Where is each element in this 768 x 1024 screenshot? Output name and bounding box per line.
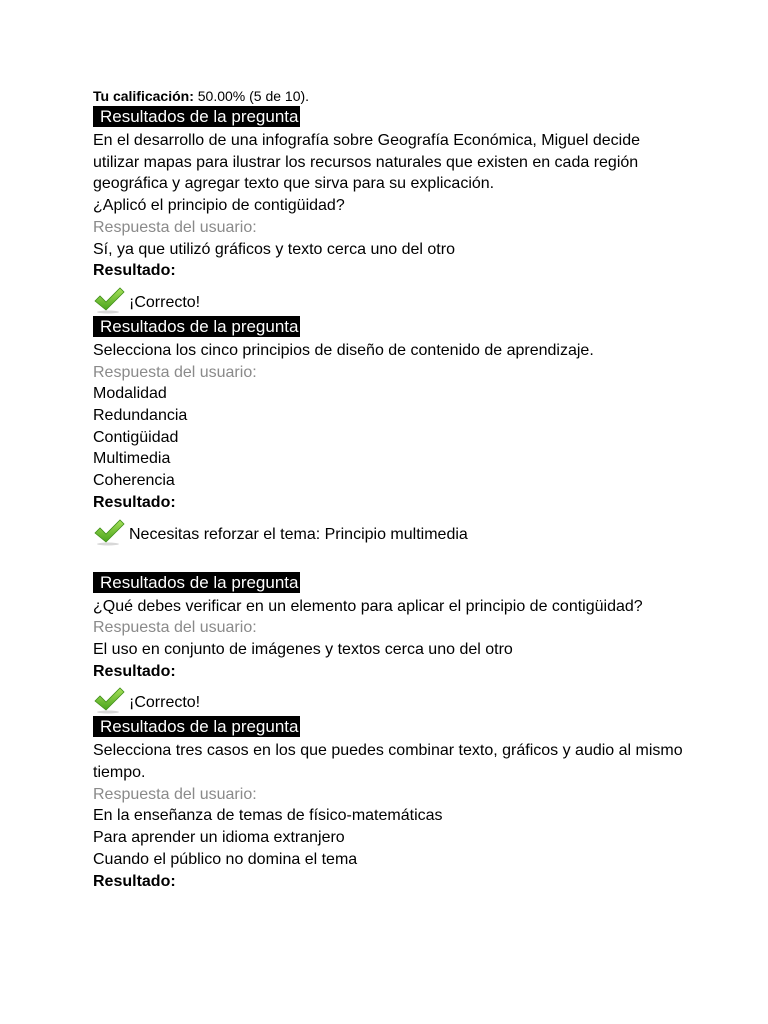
question-header: Resultados de la pregunta xyxy=(93,572,300,593)
question-section-3 xyxy=(93,572,683,715)
user-answer-label: Respuesta del usuario: xyxy=(93,619,257,637)
grade-label: Tu calificación: xyxy=(93,88,194,104)
question-subtext: ¿Aplicó el principio de contigüidad? xyxy=(93,197,345,215)
result-label: Resultado: xyxy=(93,872,176,890)
question-section-4 xyxy=(93,716,683,892)
user-answer: Cuando el público no domina el tema xyxy=(93,850,358,868)
question-header: Resultados de la pregunta xyxy=(93,716,300,737)
user-answer: En la enseñanza de temas de físico-matemáticas xyxy=(93,807,443,825)
quiz-results xyxy=(93,86,683,892)
question-text: Selecciona tres casos en los que puedes combinar texto, gráficos y audio al mismo tiempo. xyxy=(93,742,683,782)
question-section-1 xyxy=(93,106,683,314)
result-label: Resultado: xyxy=(93,493,176,511)
user-answer: Para aprender un idioma extranjero xyxy=(93,829,345,847)
result-row xyxy=(93,284,683,314)
user-answer: Contigüidad xyxy=(93,428,179,446)
checkmark-icon xyxy=(93,286,125,314)
result-label: Resultado: xyxy=(93,662,176,680)
question-header: Resultados de la pregunta xyxy=(93,316,300,337)
question-text: ¿Qué debes verificar en un elemento para aplicar el principio de contigüidad? xyxy=(93,597,643,615)
user-answer: Sí, ya que utilizó gráficos y texto cerca uno del otro xyxy=(93,240,455,258)
result-text: ¡Correcto! xyxy=(129,293,201,311)
user-answer-label: Respuesta del usuario: xyxy=(93,785,257,803)
user-answer: Modalidad xyxy=(93,385,167,403)
user-answer: Redundancia xyxy=(93,407,188,425)
checkmark-icon xyxy=(93,518,125,546)
result-text: Necesitas reforzar el tema: Principio multimedia xyxy=(129,525,468,543)
question-text: En el desarrollo de una infografía sobre Geografía Económica, Miguel decide utilizar mapas para ilustrar los recursos naturales que existen en cada región geográfica y agregar texto que sirva para su explicación. xyxy=(93,132,640,193)
result-row xyxy=(93,516,683,546)
grade-value: 50.00% (5 de 10). xyxy=(193,88,310,104)
result-label: Resultado: xyxy=(93,262,176,280)
question-header: Resultados de la pregunta xyxy=(93,106,300,127)
result-text: ¡Correcto! xyxy=(129,694,201,712)
grade-line xyxy=(93,86,683,106)
user-answer: El uso en conjunto de imágenes y textos cerca uno del otro xyxy=(93,640,513,658)
question-section-2 xyxy=(93,316,683,546)
user-answer-label: Respuesta del usuario: xyxy=(93,218,257,236)
checkmark-icon xyxy=(93,686,125,714)
user-answer: Multimedia xyxy=(93,450,171,468)
user-answer: Coherencia xyxy=(93,472,175,490)
question-text: Selecciona los cinco principios de diseño de contenido de aprendizaje. xyxy=(93,341,594,359)
result-row xyxy=(93,684,683,714)
user-answer-label: Respuesta del usuario: xyxy=(93,363,257,381)
